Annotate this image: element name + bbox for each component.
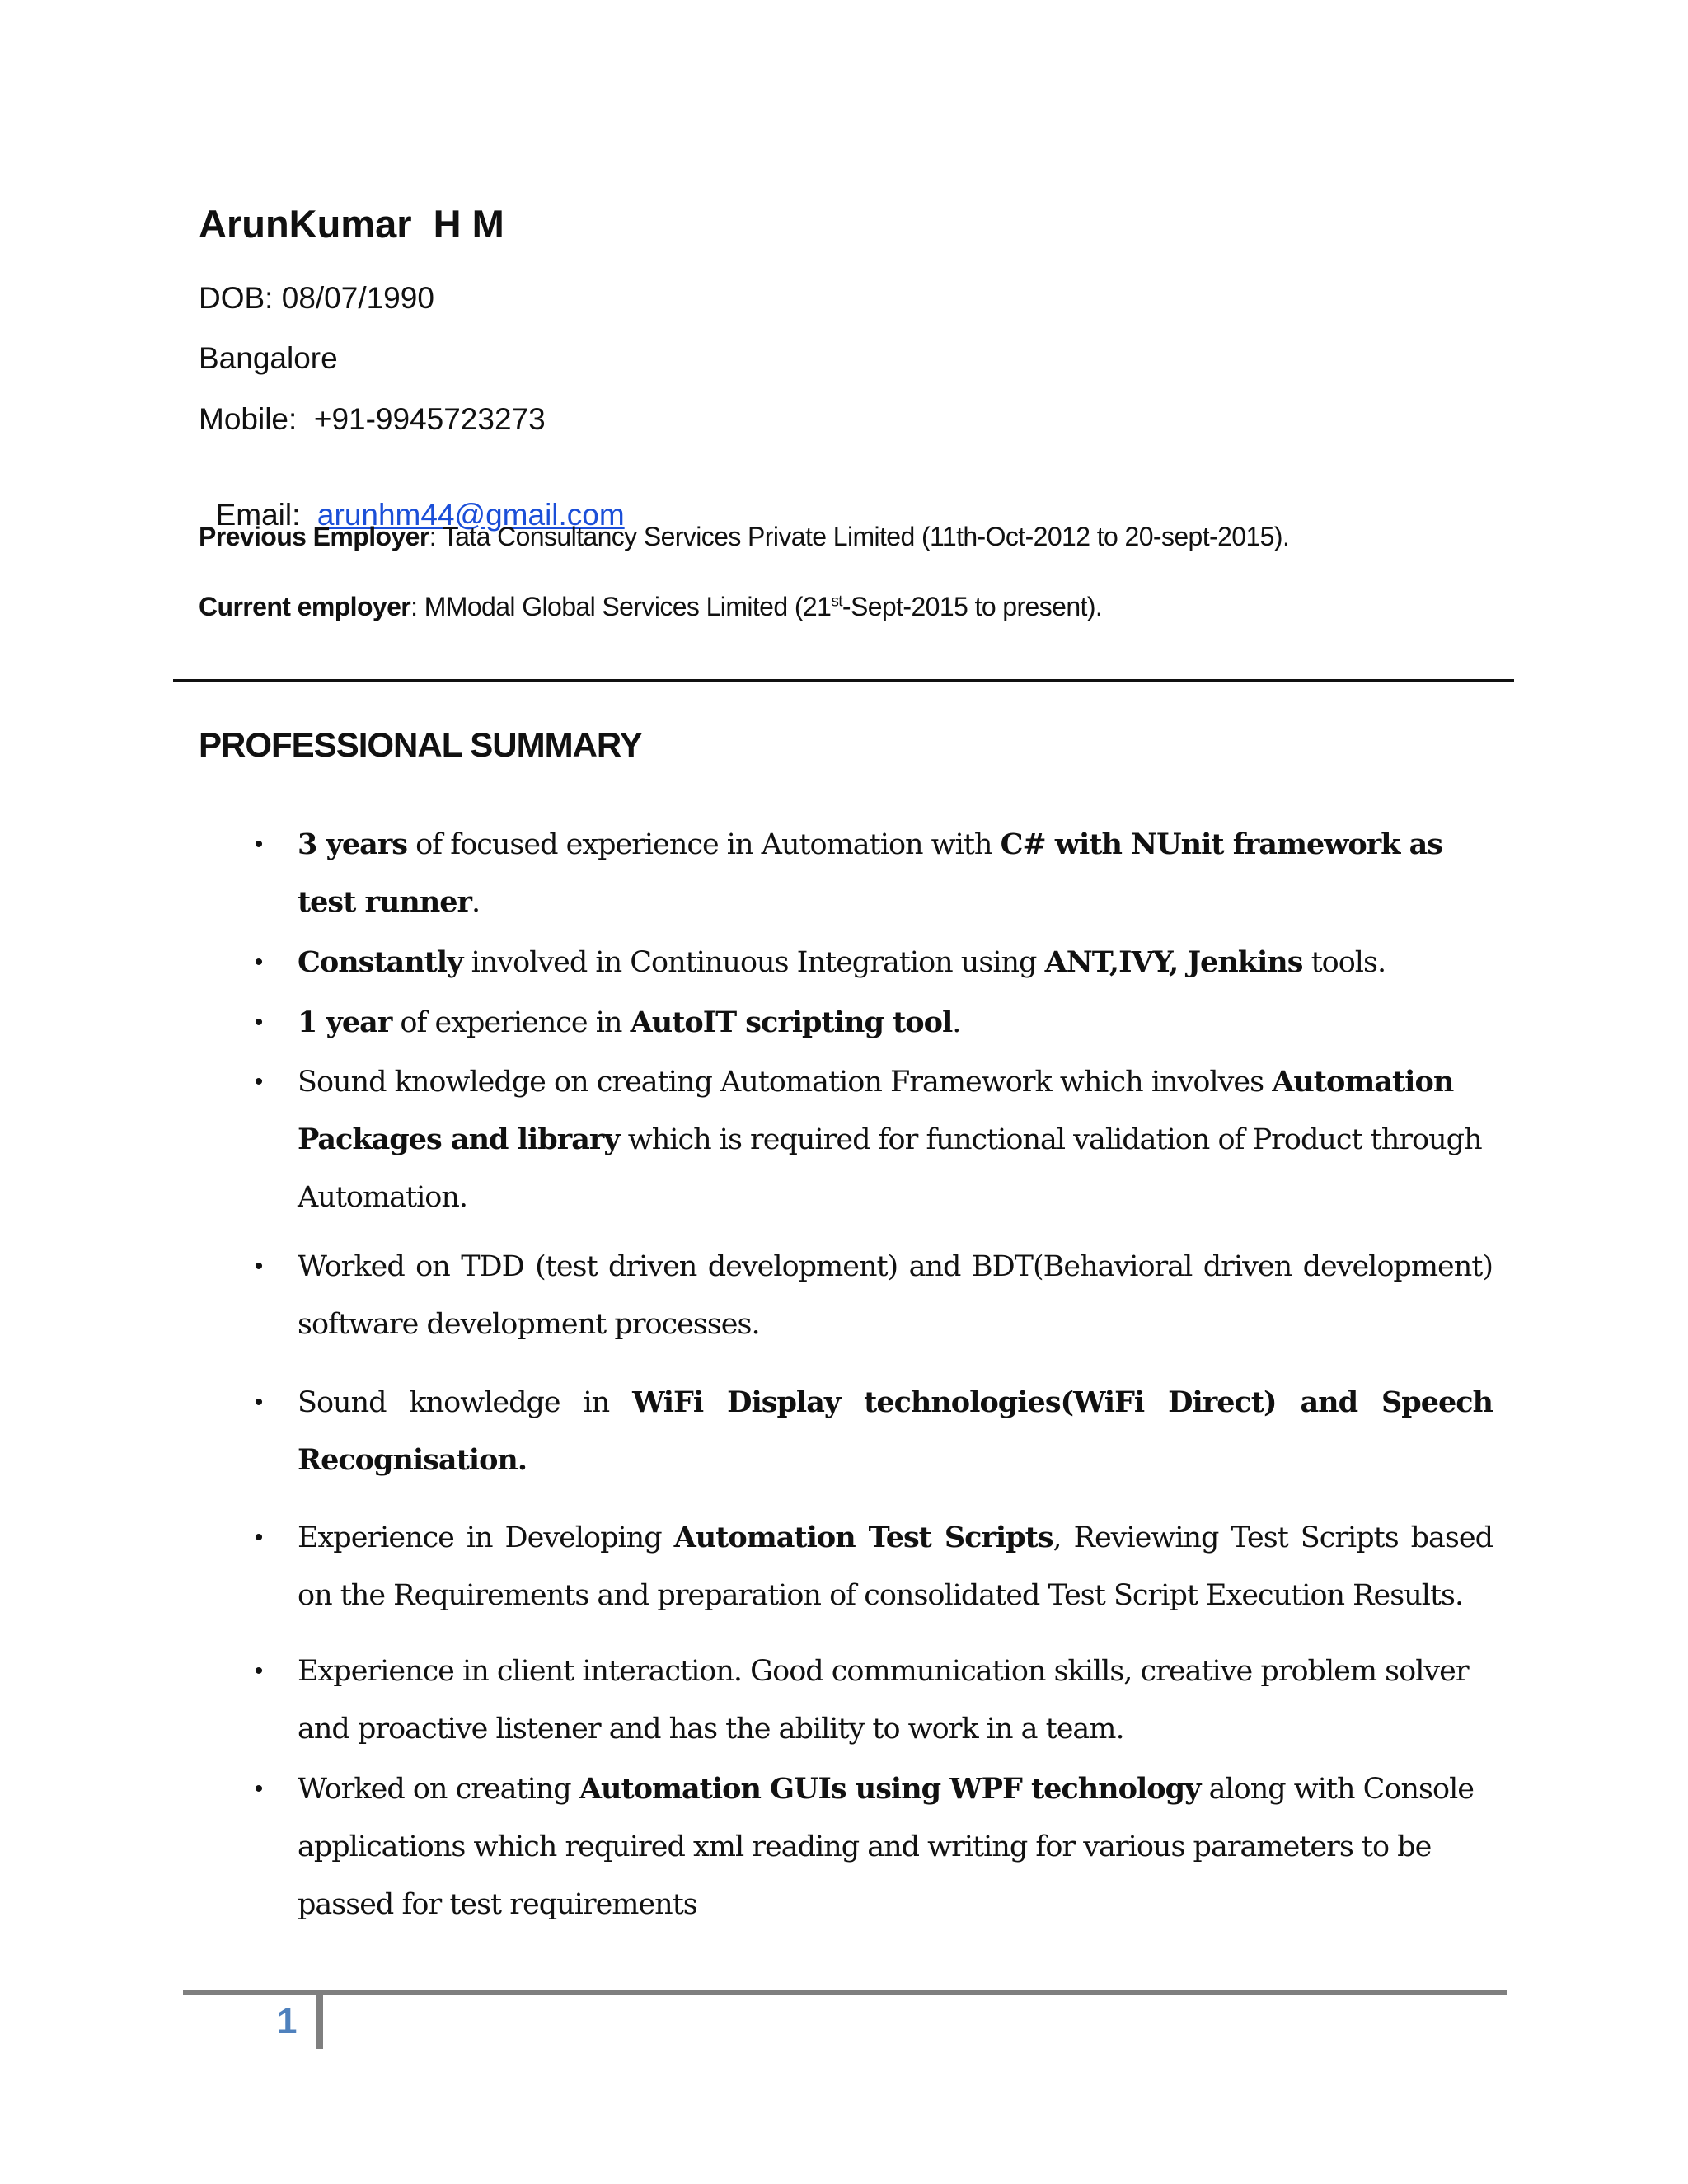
item-text-2: which is required for functional validation of Product through Automation. — [298, 1123, 1482, 1214]
dob-line: DOB: 08/07/1990 — [199, 281, 434, 315]
item-text-2: along with Console applications which required xml reading and writing for various parameters to be passed for test requirements — [298, 1773, 1474, 1921]
summary-item-1 — [298, 816, 1493, 931]
previous-employer-line — [199, 522, 1289, 552]
item-bold-1: Automation Test Scripts — [673, 1521, 1053, 1554]
bullet-icon: • — [254, 1009, 264, 1036]
item-text-2: , Reviewing Test Scripts based on the Requirements and preparation of consolidated Test Script Execution Results. — [298, 1521, 1493, 1612]
item-bold-2: AutoIT scripting tool — [630, 1005, 953, 1039]
bullet-icon: • — [254, 949, 264, 976]
item-text-1: of experience in — [392, 1006, 631, 1039]
item-bold-1: Constantly — [298, 945, 463, 979]
previous-employer-text: : Tata Consultancy Services Private Limited (11th-Oct-2012 to 20-sept-2015). — [429, 522, 1290, 551]
current-employer-text: : MModal Global Services Limited (21 — [410, 592, 832, 621]
item-text-1: involved in Continuous Integration using — [462, 946, 1045, 979]
item-bold-1: WiFi Display technologies(WiFi Direct) and Speech Recognisation. — [298, 1385, 1493, 1477]
current-employer-text-end: -Sept-2015 to present). — [842, 592, 1103, 621]
email-link[interactable]: arunhm44@gmail.com — [316, 498, 625, 532]
bullet-icon: • — [254, 1068, 264, 1095]
current-employer-label: Current employer — [199, 592, 411, 621]
item-text-2: tools. — [1302, 946, 1386, 979]
page-number-separator — [316, 1994, 323, 2049]
city-line: Bangalore — [199, 341, 338, 375]
item-text-1: Experience in Developing — [298, 1521, 674, 1554]
bullet-icon: • — [254, 1389, 264, 1416]
item-bold-1: Automation Packages and library — [298, 1065, 1454, 1156]
summary-item-2 — [298, 934, 1493, 991]
bullet-icon: • — [254, 831, 264, 858]
mobile-line: Mobile: +91-9945723273 — [199, 402, 546, 436]
current-employer-line — [199, 592, 1102, 622]
bullet-icon: • — [254, 1657, 264, 1685]
professional-summary-heading: PROFESSIONAL SUMMARY — [199, 725, 642, 764]
item-text-1: Sound knowledge on creating Automation Framework which involves — [298, 1066, 1273, 1099]
item-text-2: . — [952, 1006, 961, 1039]
item-text-1: Experience in client interaction. Good communication skills, creative problem solver and proactive listener and has the ability to work in a team. — [298, 1655, 1469, 1746]
summary-item-4 — [298, 1053, 1493, 1226]
item-text-1: Worked on creating — [298, 1773, 579, 1806]
item-bold-1: Automation GUIs using WPF technology — [579, 1772, 1201, 1806]
item-text-2: . — [471, 886, 481, 919]
candidate-name: ArunKumar H M — [199, 202, 504, 246]
footer-divider — [183, 1990, 1507, 1995]
summary-item-3 — [298, 994, 1493, 1052]
summary-item-8 — [298, 1643, 1493, 1758]
bullet-icon: • — [254, 1253, 264, 1280]
item-bold-1: 1 year — [298, 1005, 392, 1039]
bullet-icon: • — [254, 1775, 264, 1802]
item-bold-2: C# with NUnit framework as test runner — [298, 827, 1442, 919]
header-divider — [173, 679, 1514, 682]
email-label: Email: — [215, 498, 317, 532]
item-bold-1: 3 years — [298, 827, 407, 861]
summary-item-5 — [298, 1238, 1493, 1353]
summary-item-9 — [298, 1760, 1493, 1933]
previous-employer-label: Previous Employer — [199, 522, 429, 551]
bullet-icon: • — [254, 1524, 264, 1551]
current-employer-ordinal: st — [831, 593, 842, 611]
item-text-1: Worked on TDD (test driven development) and BDT(Behavioral driven development) software development processes. — [298, 1250, 1493, 1341]
page-number: 1 — [277, 2001, 298, 2041]
summary-item-7 — [298, 1509, 1493, 1624]
item-text-1: of focused experience in Automation with — [406, 828, 1001, 861]
item-text-1: Sound knowledge in — [298, 1386, 633, 1419]
item-bold-2: ANT,IVY, Jenkins — [1044, 945, 1303, 979]
summary-item-6 — [298, 1374, 1493, 1489]
